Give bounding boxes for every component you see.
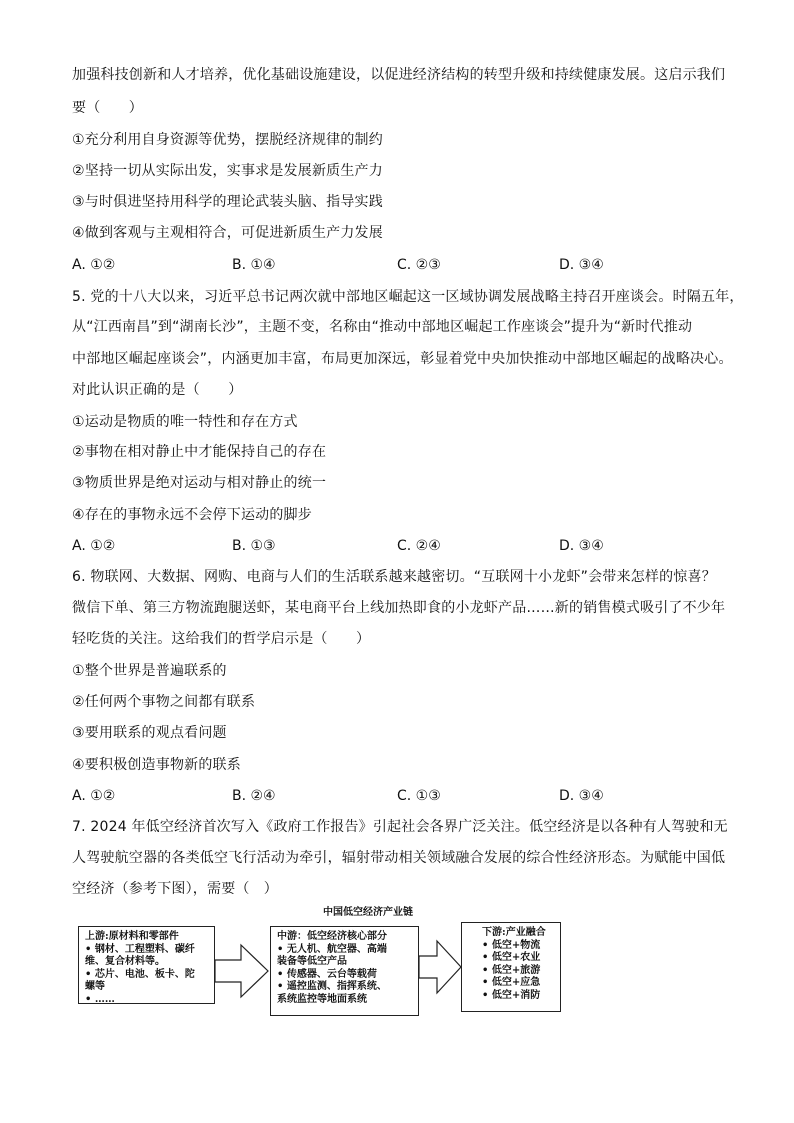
- q4-statement-2: ②坚持一切从实际出发，实事求是发展新质生产力: [72, 163, 383, 179]
- q6-option-a[interactable]: A. ①②: [72, 788, 116, 804]
- q6-stem-line-2: 微信下单、第三方物流跑腿送虾，某电商平台上线加热即食的小龙虾产品……新的销售模式吸引了不少年: [72, 600, 726, 616]
- q7-stem-line-1: 7. 2024 年低空经济首次写入《政府工作报告》引起社会各界广泛关注。低空经济是以各种有人驾驶和无: [72, 819, 728, 835]
- midstream-item: • 遥控监测、指挥系统、: [277, 981, 387, 992]
- q7-stem-line-2: 人驾驶航空器的各类低空飞行活动为牵引，辐射带动相关领域融合发展的综合性经济形态。为赋能中国低: [72, 850, 726, 866]
- upstream-heading: 上游:原材料和零部件: [85, 931, 179, 942]
- upstream-item: 螺等: [85, 981, 105, 992]
- q5-statement-3: ③物质世界是绝对运动与相对静止的统一: [72, 475, 327, 491]
- midstream-heading: 中游：低空经济核心部分: [277, 931, 387, 942]
- q4-stem-line-1: 加强科技创新和人才培养，优化基础设施建设，以促进经济结构的转型升级和持续健康发展。这启示我们: [72, 67, 726, 83]
- downstream-heading: 下游:产业融合: [482, 927, 546, 938]
- midstream-item: • 传感器、云台等载荷: [277, 968, 377, 980]
- q4-option-a[interactable]: A. ①②: [72, 257, 116, 273]
- q5-statement-1: ①运动是物质的唯一特性和存在方式: [72, 414, 298, 430]
- q4-statement-1: ①充分利用自身资源等优势，摆脱经济规律的制约: [72, 132, 383, 148]
- q4-stem-line-2: 要（ ）: [72, 100, 143, 116]
- q6-stem-line-1: 6. 物联网、大数据、网购、电商与人们的生活联系越来越密切。“互联网十小龙虾”会带来怎样的惊喜？: [72, 569, 716, 585]
- arrow-midstream-to-downstream: [419, 938, 463, 996]
- q6-statement-1: ①整个世界是普遍联系的: [72, 663, 227, 679]
- upstream-box: [78, 926, 215, 1004]
- q6-stem-line-3: 轻吃货的关注。这给我们的哲学启示是（ ）: [72, 631, 371, 647]
- q5-stem-line-2: 从“江西南昌”到“湖南长沙”，主题不变，名称由“推动中部地区崛起工作座谈会”提升为“新时代推动: [72, 319, 693, 335]
- downstream-item: • 低空+农业: [482, 952, 541, 963]
- q4-statement-3: ③与时俱进坚持用科学的理论武装头脑、指导实践: [72, 194, 383, 210]
- upstream-item: • ……: [85, 993, 115, 1005]
- q4-option-d[interactable]: D. ③④: [559, 257, 604, 273]
- midstream-box: [270, 926, 419, 1016]
- q4-statement-4: ④做到客观与主观相符合，可促进新质生产力发展: [72, 225, 383, 241]
- upstream-item: 维、复合材料等。: [85, 956, 165, 967]
- q4-option-c[interactable]: C. ②③: [397, 257, 441, 273]
- midstream-item: 装备等低空产品: [277, 956, 347, 967]
- downstream-item: • 低空+消防: [482, 989, 541, 1001]
- industry-chain-diagram: [78, 906, 598, 1022]
- q4-options: [72, 256, 732, 274]
- midstream-item: • 无人机、航空器、高端: [277, 943, 387, 955]
- arrow-upstream-to-midstream: [215, 942, 271, 1000]
- q5-option-c[interactable]: C. ②④: [397, 538, 441, 554]
- q5-stem-line-4: 对此认识正确的是（ ）: [72, 382, 243, 398]
- q6-option-b[interactable]: B. ②④: [232, 788, 276, 804]
- q5-statement-4: ④存在的事物永远不会停下运动的脚步: [72, 507, 312, 523]
- q5-option-d[interactable]: D. ③④: [559, 538, 604, 554]
- q5-option-a[interactable]: A. ①②: [72, 538, 116, 554]
- downstream-item: • 低空+应急: [482, 977, 541, 988]
- q6-statement-2: ②任何两个事物之间都有联系: [72, 694, 256, 710]
- downstream-item: • 低空+旅游: [482, 964, 541, 976]
- q4-option-b[interactable]: B. ①④: [232, 257, 276, 273]
- upstream-item: • 钢材、工程塑料、碳纤: [85, 943, 195, 955]
- q5-stem-line-1: 5. 党的十八大以来，习近平总书记两次就中部地区崛起这一区域协调发展战略主持召开座谈会。时隔五年，: [72, 289, 744, 305]
- q5-option-b[interactable]: B. ①③: [232, 538, 276, 554]
- q6-option-d[interactable]: D. ③④: [559, 788, 604, 804]
- upstream-item: • 芯片、电池、板卡、陀: [85, 968, 195, 980]
- downstream-item: • 低空+物流: [482, 939, 541, 951]
- q6-statement-4: ④要积极创造事物新的联系: [72, 757, 241, 773]
- midstream-item: 系统监控等地面系统: [277, 993, 367, 1005]
- diagram-title: 中国低空经济产业链: [323, 907, 413, 918]
- q5-stem-line-3: 中部地区崛起座谈会”，内涵更加丰富，布局更加深远，彰显着党中央加快推动中部地区崛起的战略决心。: [72, 351, 733, 367]
- q6-statement-3: ③要用联系的观点看问题: [72, 725, 227, 741]
- q7-stem-line-3: 空经济（参考下图），需要（ ）: [72, 881, 278, 897]
- q5-options: [72, 537, 732, 555]
- q5-statement-2: ②事物在相对静止中才能保持自己的存在: [72, 444, 327, 460]
- downstream-box: [461, 922, 561, 1012]
- q6-options: [72, 787, 732, 805]
- q6-option-c[interactable]: C. ①③: [397, 788, 441, 804]
